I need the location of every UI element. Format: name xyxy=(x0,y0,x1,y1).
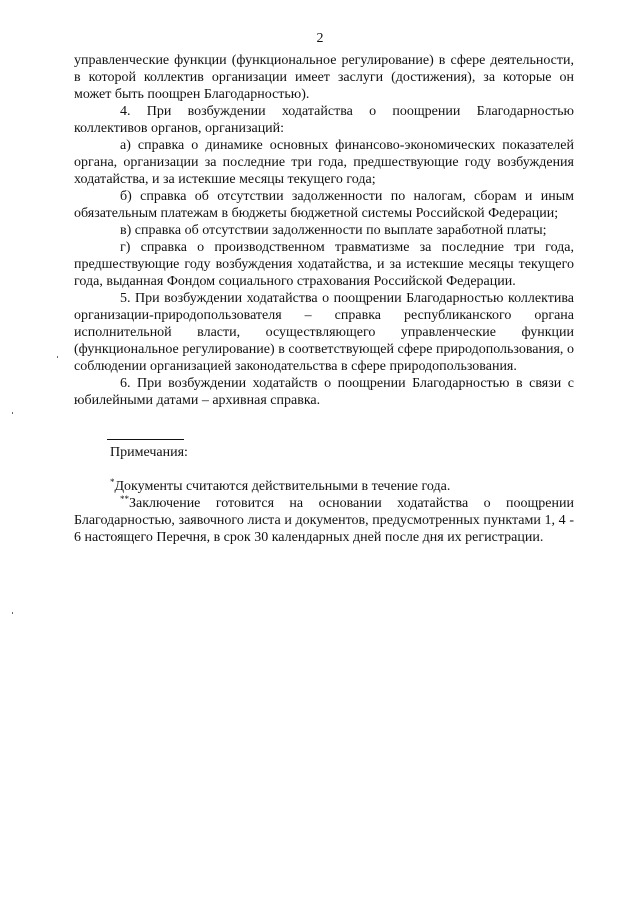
paragraph-item-4: 4. При возбуждении ходатайства о поощрении Благодарностью коллективов органов, организаций: xyxy=(74,104,574,136)
notes-title: Примечания: xyxy=(110,445,188,460)
paragraph-item-4b: б) справка об отсутствии задолженности по налогам, сборам и иным обязательным платежам в бюджеты бюджетной системы Российской Федерации; xyxy=(74,189,574,221)
notes-separator-line xyxy=(107,439,184,440)
footnote-2 xyxy=(74,495,574,546)
scan-speck xyxy=(57,356,58,358)
page-number: 2 xyxy=(316,31,324,46)
footnote-1-text: Документы считаются действительными в течение года. xyxy=(114,479,451,494)
footnote-2-text: Заключение готовится на основании ходатайства о поощрении Благодарностью, заявочного листа и документов, предусмотренных пунктами 1, 4 - 6 настоящего Перечня, в срок 30 календарных дней после дня их регистрации. xyxy=(74,496,574,545)
paragraph-item-4d: г) справка о производственном травматизме за последние три года, предшествующие году возбуждения ходатайства, и за истекшие месяцы текущего года, выданная Фондом социального страхования Российской Федерации. xyxy=(74,240,574,289)
scan-speck xyxy=(12,612,13,614)
footnote-2-mark: ** xyxy=(120,494,129,504)
paragraph-item-5: 5. При возбуждении ходатайства о поощрении Благодарностью коллектива организации-природопользователя – справка республиканского органа исполнительной власти, осуществляющего управленческие функции (функциональное регулирование) в соответствующей сфере природопользования, о соблюдении организацией законодательства в сфере природопользования. xyxy=(74,291,574,374)
paragraph-item-4c: в) справка об отсутствии задолженности по выплате заработной платы; xyxy=(120,223,547,238)
paragraph-continuation: управленческие функции (функциональное регулирование) в сфере деятельности, в которой коллектив организации имеет заслуги (достижения), за которые он может быть поощрен Благодарностью). xyxy=(74,53,574,102)
paragraph-item-6: 6. При возбуждении ходатайств о поощрении Благодарностью в связи с юбилейными датами – архивная справка. xyxy=(74,376,574,408)
paragraph-item-4a: а) справка о динамике основных финансово-экономических показателей органа, организации за последние три года, предшествующие году возбуждения ходатайства, и за истекшие месяцы текущего года; xyxy=(74,138,574,187)
footnote-1 xyxy=(74,478,574,495)
scan-speck xyxy=(12,412,13,414)
document-body xyxy=(74,52,574,546)
footnote-1-mark: * xyxy=(110,477,115,487)
